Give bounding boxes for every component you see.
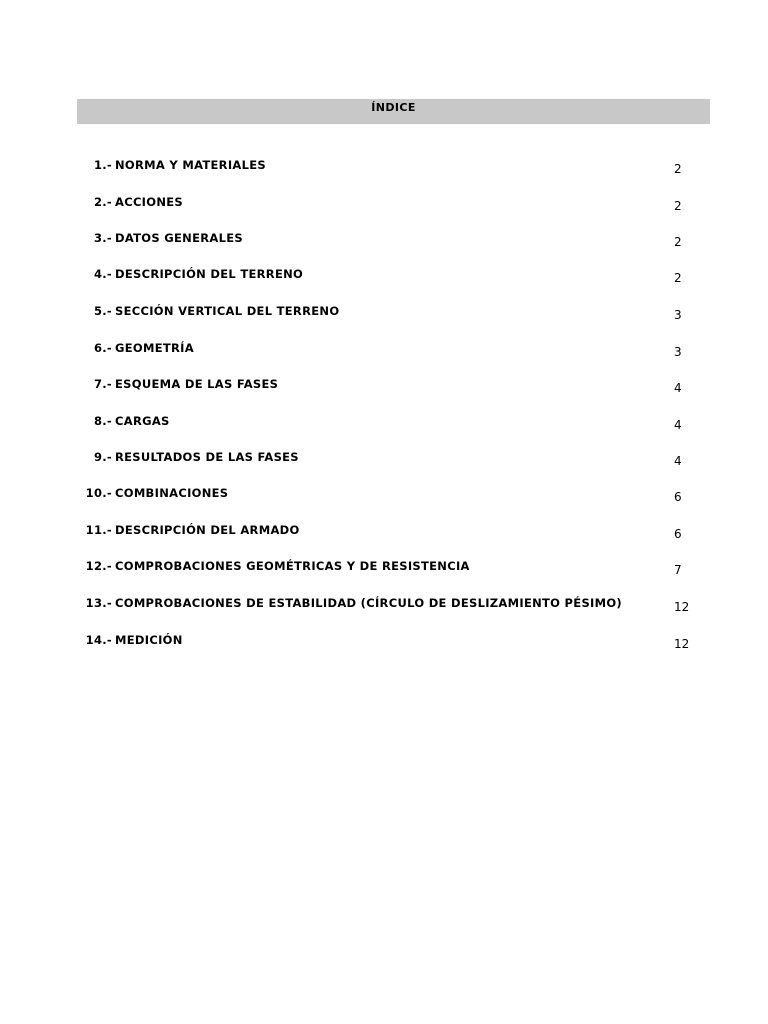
toc-entry-page: 12: [674, 600, 690, 614]
toc-entry-number: 11.-: [85, 523, 112, 537]
toc-entry-number: 13.-: [85, 596, 112, 610]
toc-entry[interactable]: [0, 267, 768, 287]
toc-entry-title: DESCRIPCIÓN DEL ARMADO: [115, 523, 300, 537]
toc-entry-page: 2: [674, 199, 682, 213]
toc-entry-number: 6.-: [93, 341, 112, 355]
toc-entry-number: 12.-: [85, 559, 112, 573]
toc-entry-number: 4.-: [93, 267, 112, 281]
toc-entry[interactable]: [0, 231, 768, 251]
toc-entry-page: 12: [674, 637, 690, 651]
toc-entry-number: 7.-: [93, 377, 112, 391]
toc-entry-page: 6: [674, 490, 682, 504]
toc-entry-page: 2: [674, 162, 682, 176]
toc-entry-number: 14.-: [85, 633, 112, 647]
toc-entry[interactable]: [0, 559, 768, 579]
toc-entry-number: 8.-: [93, 414, 112, 428]
toc-entry-page: 4: [674, 418, 682, 432]
index-header-bar: [77, 99, 710, 124]
toc-entry[interactable]: [0, 486, 768, 506]
toc-entry[interactable]: [0, 195, 768, 215]
toc-entry-title: COMBINACIONES: [115, 486, 229, 500]
toc-entry[interactable]: [0, 633, 768, 653]
toc-entry-title: RESULTADOS DE LAS FASES: [115, 450, 299, 464]
toc-entry-title: COMPROBACIONES GEOMÉTRICAS Y DE RESISTENCIA: [115, 559, 470, 573]
toc-entry-page: 4: [674, 454, 682, 468]
toc-entry-number: 5.-: [93, 304, 112, 318]
toc-entry[interactable]: [0, 450, 768, 470]
toc-entry-number: 1.-: [93, 158, 112, 172]
toc-entry-title: ESQUEMA DE LAS FASES: [115, 377, 279, 391]
toc-entry-title: DESCRIPCIÓN DEL TERRENO: [115, 267, 304, 281]
toc-entry-page: 2: [674, 271, 682, 285]
toc-entry-title: GEOMETRÍA: [115, 341, 194, 355]
toc-entry-number: 2.-: [93, 195, 112, 209]
toc-entry[interactable]: [0, 158, 768, 178]
index-heading: ÍNDICE: [371, 101, 416, 114]
toc-entry-page: 3: [674, 308, 682, 322]
toc-entry[interactable]: [0, 377, 768, 397]
toc-entry-title: COMPROBACIONES DE ESTABILIDAD (CÍRCULO DE DESLIZAMIENTO PÉSIMO): [115, 596, 622, 610]
toc-entry-title: MEDICIÓN: [115, 633, 183, 647]
toc-entry[interactable]: [0, 414, 768, 434]
toc-entry-title: DATOS GENERALES: [115, 231, 243, 245]
toc-entry-number: 3.-: [93, 231, 112, 245]
toc-entry-page: 6: [674, 527, 682, 541]
toc-entry-page: 2: [674, 235, 682, 249]
toc-entry-title: NORMA Y MATERIALES: [115, 158, 266, 172]
toc-entry-title: ACCIONES: [115, 195, 183, 209]
toc-entry[interactable]: [0, 596, 768, 616]
toc-entry[interactable]: [0, 341, 768, 361]
toc-entry[interactable]: [0, 523, 768, 543]
toc-entry-number: 9.-: [93, 450, 112, 464]
toc-entry-page: 4: [674, 381, 682, 395]
toc-entry-page: 7: [674, 563, 682, 577]
toc-entry-title: SECCIÓN VERTICAL DEL TERRENO: [115, 304, 340, 318]
toc-entry-title: CARGAS: [115, 414, 170, 428]
toc-entry-page: 3: [674, 345, 682, 359]
toc-entry-number: 10.-: [85, 486, 112, 500]
toc-entry[interactable]: [0, 304, 768, 324]
